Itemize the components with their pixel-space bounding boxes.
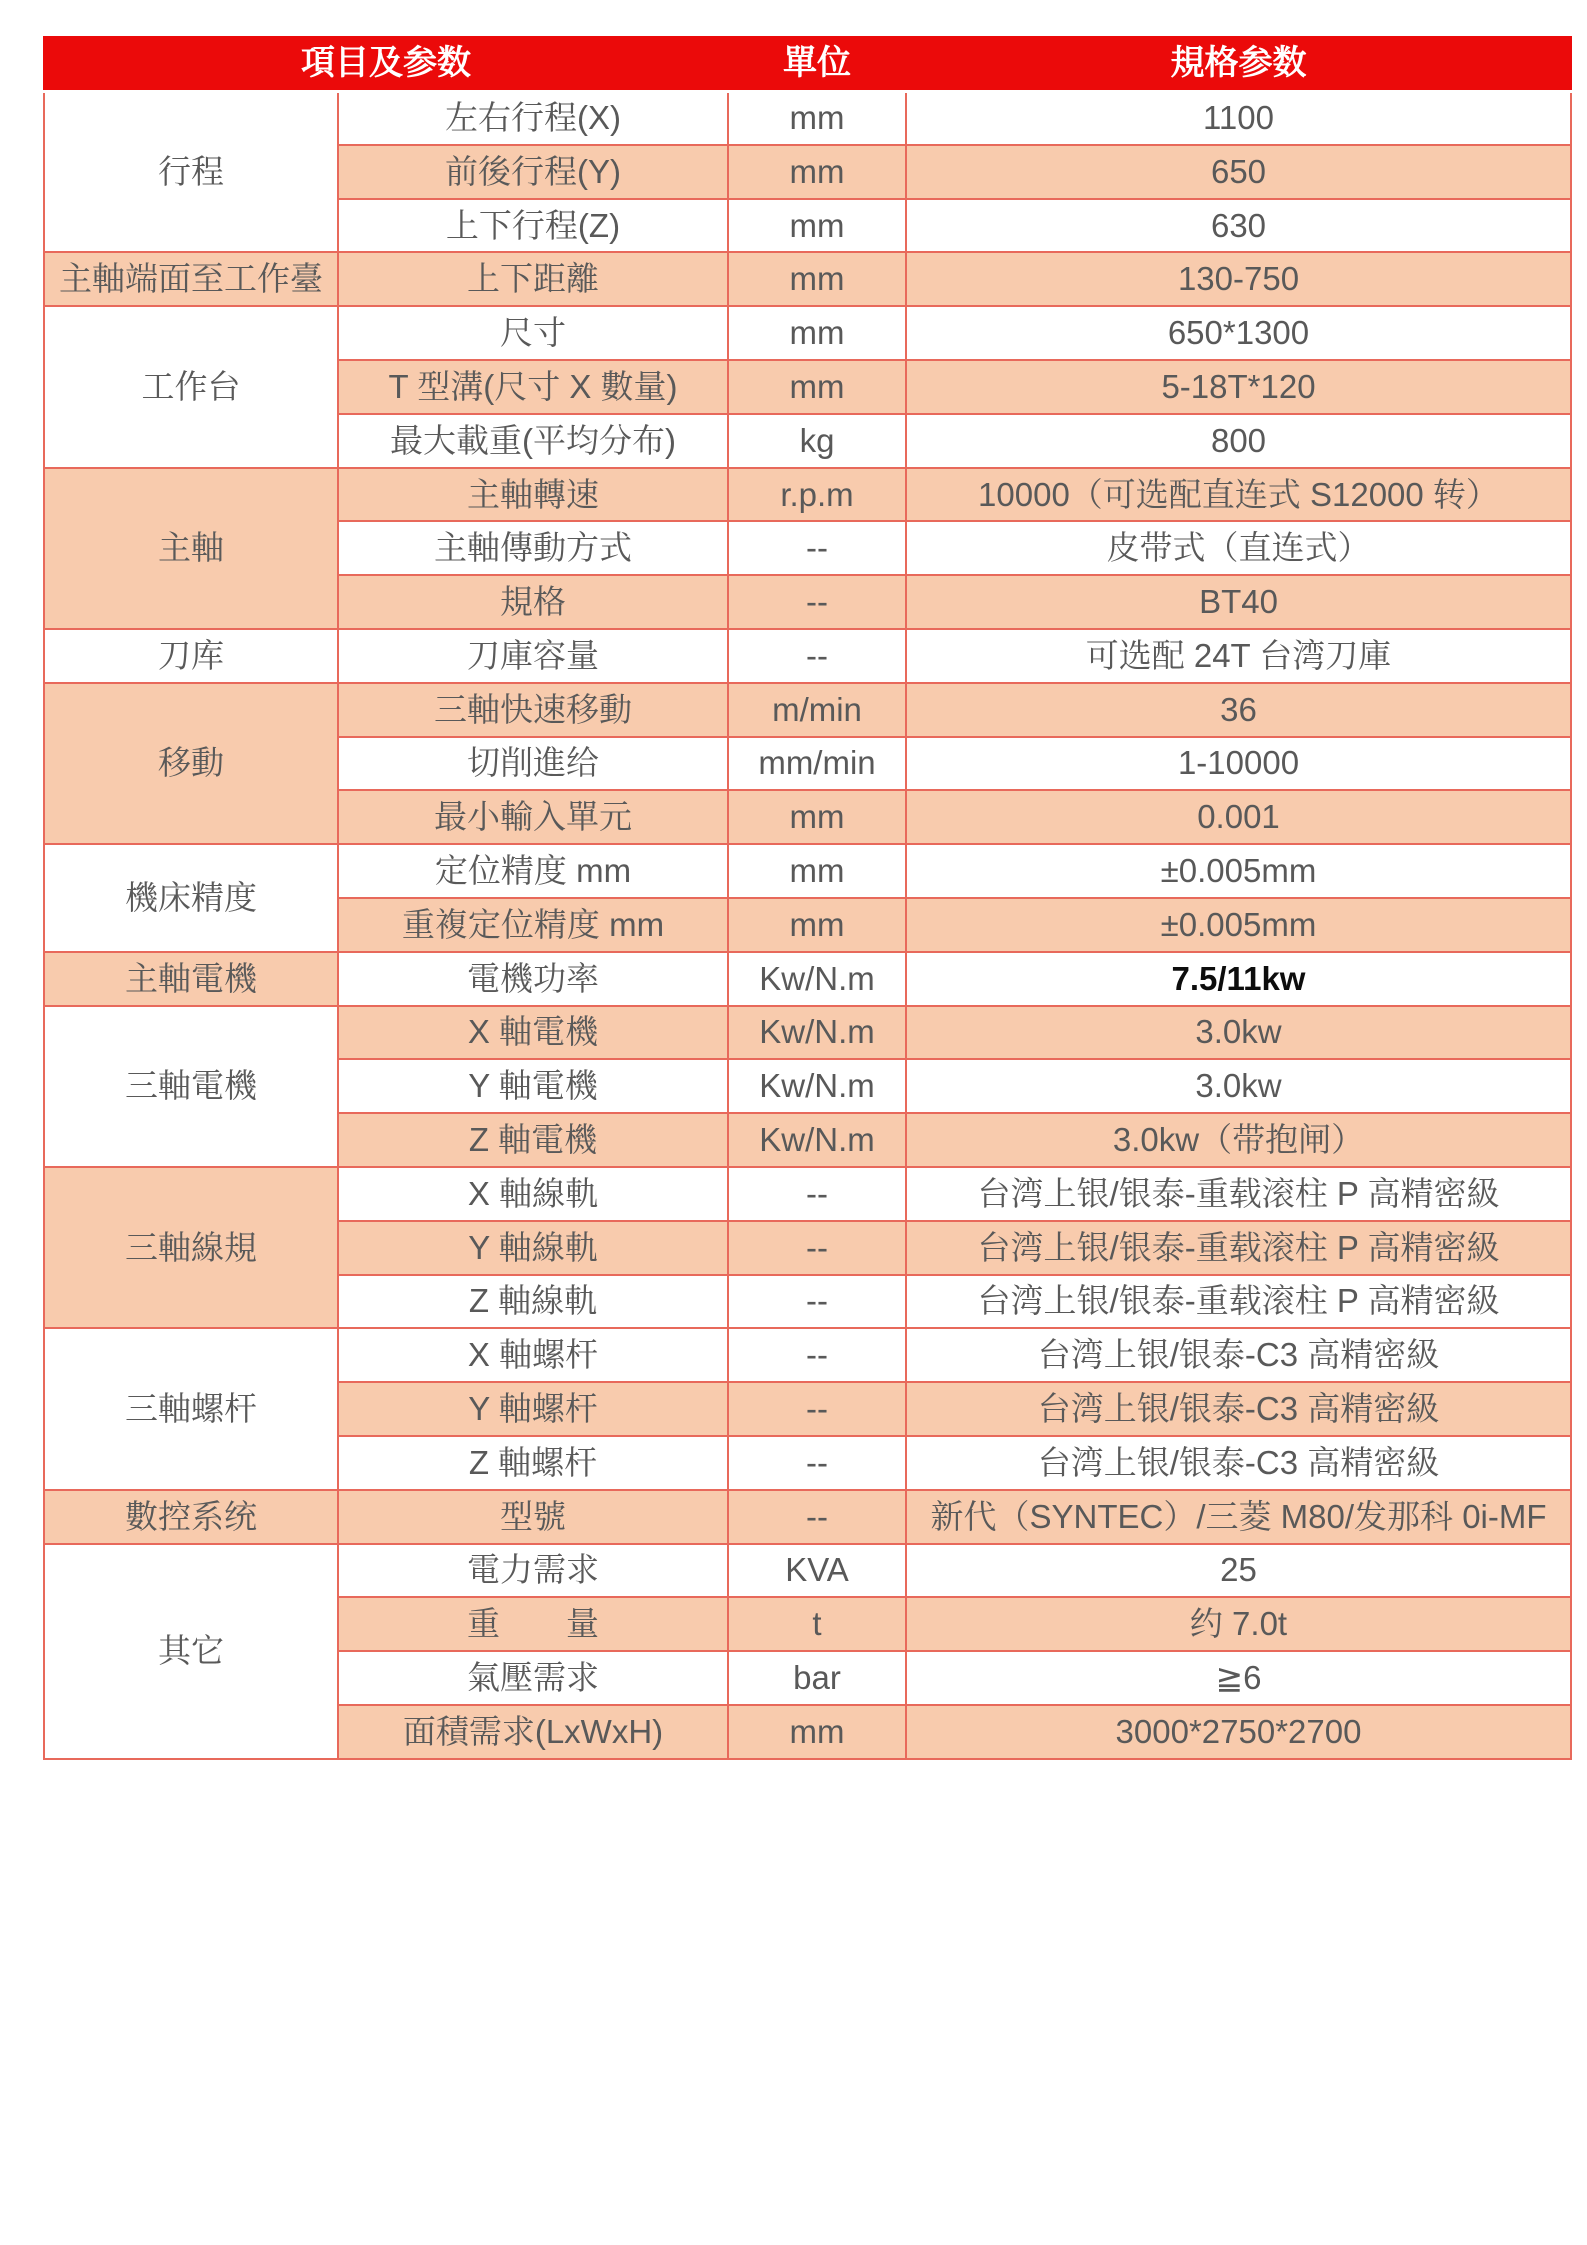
table-row xyxy=(44,1544,1571,1598)
unit-cell: mm xyxy=(728,360,906,414)
category-cell: 主軸端面至工作臺 xyxy=(44,252,338,306)
unit-cell: -- xyxy=(728,575,906,629)
header-unit: 單位 xyxy=(728,37,906,91)
param-cell: 尺寸 xyxy=(338,306,728,360)
param-cell: 型號 xyxy=(338,1490,728,1544)
unit-cell: mm/min xyxy=(728,737,906,791)
value-cell: 新代（SYNTEC）/三菱 M80/发那科 0i-MF xyxy=(906,1490,1571,1544)
unit-cell: KVA xyxy=(728,1544,906,1598)
param-cell: 電力需求 xyxy=(338,1544,728,1598)
value-cell: 3.0kw（带抱闸） xyxy=(906,1113,1571,1167)
param-cell: T 型溝(尺寸 X 數量) xyxy=(338,360,728,414)
param-cell: Z 軸線軌 xyxy=(338,1275,728,1329)
value-cell: 5-18T*120 xyxy=(906,360,1571,414)
table-row xyxy=(44,306,1571,360)
header-row xyxy=(44,37,1571,91)
category-cell: 移動 xyxy=(44,683,338,844)
unit-cell: mm xyxy=(728,199,906,253)
unit-cell: mm xyxy=(728,1705,906,1759)
table-row xyxy=(44,629,1571,683)
param-cell: 定位精度 mm xyxy=(338,844,728,898)
unit-cell: Kw/N.m xyxy=(728,1113,906,1167)
value-cell: 650 xyxy=(906,145,1571,199)
spec-table-body xyxy=(44,91,1571,1759)
machine-spec-table xyxy=(43,36,1572,1760)
table-row xyxy=(44,844,1571,898)
param-cell: 重 量 xyxy=(338,1597,728,1651)
value-cell: 台湾上银/银泰-C3 高精密級 xyxy=(906,1328,1571,1382)
category-cell: 其它 xyxy=(44,1544,338,1759)
value-cell: 650*1300 xyxy=(906,306,1571,360)
category-cell: 主軸電機 xyxy=(44,952,338,1006)
unit-cell: -- xyxy=(728,1490,906,1544)
value-cell: 0.001 xyxy=(906,790,1571,844)
table-row xyxy=(44,1490,1571,1544)
category-cell: 三軸螺杆 xyxy=(44,1328,338,1489)
table-row xyxy=(44,468,1571,522)
value-cell: 约 7.0t xyxy=(906,1597,1571,1651)
value-cell: ≧6 xyxy=(906,1651,1571,1705)
value-cell: 台湾上银/银泰-C3 高精密級 xyxy=(906,1382,1571,1436)
value-cell: 1100 xyxy=(906,91,1571,145)
unit-cell: mm xyxy=(728,790,906,844)
param-cell: 最小輸入單元 xyxy=(338,790,728,844)
param-cell: 切削進给 xyxy=(338,737,728,791)
value-cell: 3.0kw xyxy=(906,1059,1571,1113)
param-cell: 上下行程(Z) xyxy=(338,199,728,253)
param-cell: Y 軸螺杆 xyxy=(338,1382,728,1436)
param-cell: Y 軸電機 xyxy=(338,1059,728,1113)
unit-cell: mm xyxy=(728,306,906,360)
category-cell: 數控系统 xyxy=(44,1490,338,1544)
value-cell: 1-10000 xyxy=(906,737,1571,791)
param-cell: 三軸快速移動 xyxy=(338,683,728,737)
param-cell: 主軸傳動方式 xyxy=(338,521,728,575)
value-cell: 3.0kw xyxy=(906,1006,1571,1060)
unit-cell: mm xyxy=(728,145,906,199)
param-cell: 前後行程(Y) xyxy=(338,145,728,199)
unit-cell: mm xyxy=(728,252,906,306)
param-cell: 重複定位精度 mm xyxy=(338,898,728,952)
spec-table-header xyxy=(44,37,1571,91)
value-cell: 台湾上银/银泰-重载滚柱 P 高精密級 xyxy=(906,1275,1571,1329)
unit-cell: Kw/N.m xyxy=(728,1006,906,1060)
table-row xyxy=(44,952,1571,1006)
param-cell: X 軸電機 xyxy=(338,1006,728,1060)
unit-cell: -- xyxy=(728,1382,906,1436)
value-cell: 36 xyxy=(906,683,1571,737)
param-cell: 規格 xyxy=(338,575,728,629)
value-cell: 800 xyxy=(906,414,1571,468)
unit-cell: mm xyxy=(728,844,906,898)
unit-cell: bar xyxy=(728,1651,906,1705)
unit-cell: -- xyxy=(728,1328,906,1382)
value-cell: ±0.005mm xyxy=(906,898,1571,952)
value-cell: 可选配 24T 台湾刀庫 xyxy=(906,629,1571,683)
category-cell: 機床精度 xyxy=(44,844,338,952)
value-cell: 台湾上银/银泰-C3 高精密級 xyxy=(906,1436,1571,1490)
value-cell: 25 xyxy=(906,1544,1571,1598)
unit-cell: r.p.m xyxy=(728,468,906,522)
param-cell: 面積需求(LxWxH) xyxy=(338,1705,728,1759)
unit-cell: -- xyxy=(728,629,906,683)
value-cell: 3000*2750*2700 xyxy=(906,1705,1571,1759)
param-cell: Y 軸線軌 xyxy=(338,1221,728,1275)
category-cell: 三軸線規 xyxy=(44,1167,338,1328)
unit-cell: Kw/N.m xyxy=(728,1059,906,1113)
table-row xyxy=(44,1006,1571,1060)
category-cell: 刀库 xyxy=(44,629,338,683)
value-cell: BT40 xyxy=(906,575,1571,629)
header-spec-params: 規格参数 xyxy=(906,37,1571,91)
value-cell: ±0.005mm xyxy=(906,844,1571,898)
unit-cell: -- xyxy=(728,521,906,575)
value-cell: 皮带式（直连式） xyxy=(906,521,1571,575)
category-cell: 主軸 xyxy=(44,468,338,629)
value-cell: 130-750 xyxy=(906,252,1571,306)
param-cell: 左右行程(X) xyxy=(338,91,728,145)
unit-cell: t xyxy=(728,1597,906,1651)
param-cell: 電機功率 xyxy=(338,952,728,1006)
table-row xyxy=(44,1328,1571,1382)
param-cell: Z 軸螺杆 xyxy=(338,1436,728,1490)
unit-cell: -- xyxy=(728,1221,906,1275)
param-cell: 氣壓需求 xyxy=(338,1651,728,1705)
param-cell: 主軸轉速 xyxy=(338,468,728,522)
unit-cell: kg xyxy=(728,414,906,468)
value-cell: 台湾上银/银泰-重载滚柱 P 高精密級 xyxy=(906,1167,1571,1221)
unit-cell: m/min xyxy=(728,683,906,737)
value-cell: 630 xyxy=(906,199,1571,253)
unit-cell: -- xyxy=(728,1167,906,1221)
table-row xyxy=(44,91,1571,145)
param-cell: X 軸線軌 xyxy=(338,1167,728,1221)
unit-cell: Kw/N.m xyxy=(728,952,906,1006)
param-cell: 刀庫容量 xyxy=(338,629,728,683)
header-items-params: 項目及参数 xyxy=(44,37,728,91)
category-cell: 三軸電機 xyxy=(44,1006,338,1167)
value-cell: 10000（可选配直连式 S12000 转） xyxy=(906,468,1571,522)
category-cell: 行程 xyxy=(44,91,338,252)
unit-cell: mm xyxy=(728,898,906,952)
table-row xyxy=(44,683,1571,737)
unit-cell: mm xyxy=(728,91,906,145)
table-row xyxy=(44,252,1571,306)
param-cell: 最大載重(平均分布) xyxy=(338,414,728,468)
param-cell: X 軸螺杆 xyxy=(338,1328,728,1382)
table-row xyxy=(44,1167,1571,1221)
unit-cell: -- xyxy=(728,1275,906,1329)
value-cell: 台湾上银/银泰-重载滚柱 P 高精密級 xyxy=(906,1221,1571,1275)
unit-cell: -- xyxy=(728,1436,906,1490)
value-cell: 7.5/11kw xyxy=(906,952,1571,1006)
category-cell: 工作台 xyxy=(44,306,338,467)
param-cell: Z 軸電機 xyxy=(338,1113,728,1167)
param-cell: 上下距離 xyxy=(338,252,728,306)
